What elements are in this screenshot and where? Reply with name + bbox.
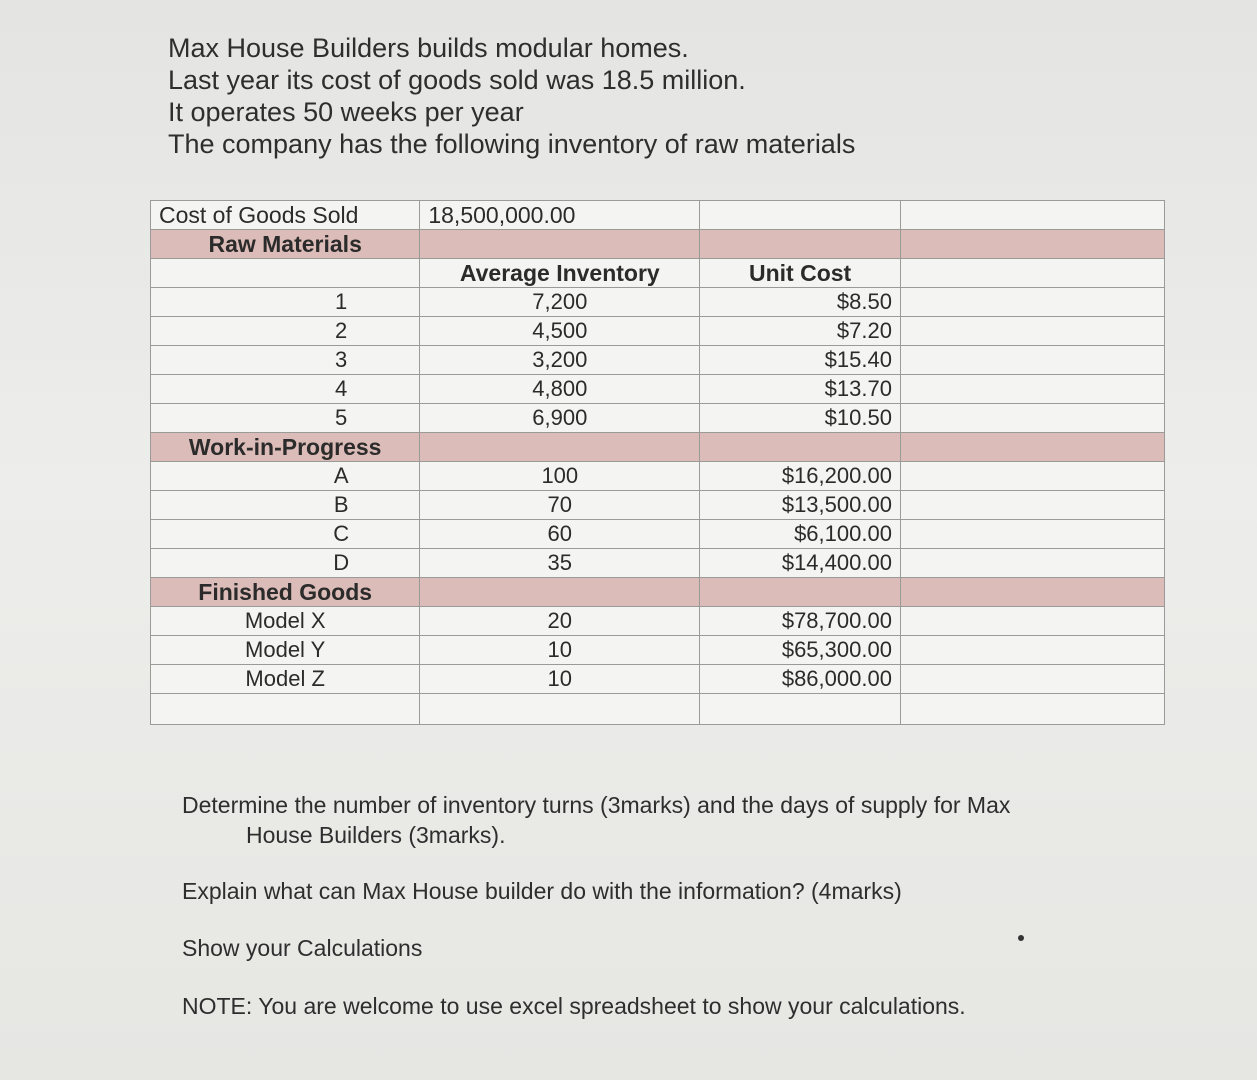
item-id: 5 xyxy=(151,404,420,433)
empty-cell xyxy=(151,694,420,725)
empty-cell xyxy=(420,694,700,725)
average-inventory: 10 xyxy=(420,636,700,665)
empty-cell xyxy=(900,375,1164,404)
item-id: Model X xyxy=(151,607,420,636)
unit-cost: $14,400.00 xyxy=(700,549,901,578)
empty-cell xyxy=(900,520,1164,549)
empty-cell xyxy=(900,288,1164,317)
item-id: Model Z xyxy=(151,665,420,694)
item-id: A xyxy=(151,462,420,491)
empty-cell xyxy=(900,346,1164,375)
bullet-dot xyxy=(1018,935,1024,941)
intro-line-4: The company has the following inventory of raw materials xyxy=(168,129,856,159)
empty-cell xyxy=(700,578,901,607)
empty-cell xyxy=(700,201,901,230)
question-line-1: Determine the number of inventory turns (3marks) and the days of supply for Max xyxy=(182,792,1011,818)
empty-cell xyxy=(900,433,1164,462)
average-inventory: 3,200 xyxy=(420,346,700,375)
item-id: Model Y xyxy=(151,636,420,665)
table-row xyxy=(151,520,1165,549)
table-row xyxy=(151,665,1165,694)
unit-cost: $16,200.00 xyxy=(700,462,901,491)
empty-cell xyxy=(700,230,901,259)
inventory-table xyxy=(150,200,1165,725)
average-inventory: 4,500 xyxy=(420,317,700,346)
average-inventory: 10 xyxy=(420,665,700,694)
empty-cell xyxy=(900,201,1164,230)
intro-text xyxy=(168,32,928,160)
table-row xyxy=(151,462,1165,491)
average-inventory: 60 xyxy=(420,520,700,549)
table-row xyxy=(151,491,1165,520)
average-inventory: 20 xyxy=(420,607,700,636)
average-inventory: 35 xyxy=(420,549,700,578)
unit-cost: $13.70 xyxy=(700,375,901,404)
empty-cell xyxy=(900,549,1164,578)
section-label: Finished Goods xyxy=(151,578,420,607)
empty-cell xyxy=(700,433,901,462)
empty-cell xyxy=(900,462,1164,491)
average-inventory: 100 xyxy=(420,462,700,491)
note-text: NOTE: You are welcome to use excel spreadsheet to show your calculations. xyxy=(182,993,966,1019)
table-row xyxy=(151,375,1165,404)
show-calculations-text: Show your Calculations xyxy=(182,935,423,961)
item-id: 1 xyxy=(151,288,420,317)
table-row xyxy=(151,636,1165,665)
average-inventory: 4,800 xyxy=(420,375,700,404)
item-id: D xyxy=(151,549,420,578)
unit-cost: $15.40 xyxy=(700,346,901,375)
average-inventory: 70 xyxy=(420,491,700,520)
unit-cost: $8.50 xyxy=(700,288,901,317)
table-row xyxy=(151,317,1165,346)
unit-cost: $7.20 xyxy=(700,317,901,346)
table-row xyxy=(151,694,1165,725)
table-row xyxy=(151,346,1165,375)
average-inventory: 6,900 xyxy=(420,404,700,433)
unit-cost: $86,000.00 xyxy=(700,665,901,694)
cogs-value: 18,500,000.00 xyxy=(420,201,700,230)
empty-cell xyxy=(900,694,1164,725)
explain-text: Explain what can Max House builder do with the information? (4marks) xyxy=(182,878,902,904)
section-label: Raw Materials xyxy=(151,230,420,259)
item-id: 3 xyxy=(151,346,420,375)
cogs-label: Cost of Goods Sold xyxy=(151,201,420,230)
intro-line-3: It operates 50 weeks per year xyxy=(168,97,524,127)
section-raw-materials xyxy=(151,230,1165,259)
table-row xyxy=(151,607,1165,636)
item-id: 2 xyxy=(151,317,420,346)
empty-cell xyxy=(420,433,700,462)
section-finished-goods xyxy=(151,578,1165,607)
intro-line-2: Last year its cost of goods sold was 18.5 million. xyxy=(168,65,746,95)
empty-cell xyxy=(900,404,1164,433)
average-inventory: 7,200 xyxy=(420,288,700,317)
section-label: Work-in-Progress xyxy=(151,433,420,462)
unit-cost: $10.50 xyxy=(700,404,901,433)
empty-cell xyxy=(151,259,420,288)
header-row xyxy=(151,259,1165,288)
empty-cell xyxy=(900,317,1164,346)
item-id: B xyxy=(151,491,420,520)
item-id: 4 xyxy=(151,375,420,404)
unit-cost: $65,300.00 xyxy=(700,636,901,665)
empty-cell xyxy=(900,607,1164,636)
cogs-row xyxy=(151,201,1165,230)
empty-cell xyxy=(420,578,700,607)
empty-cell xyxy=(900,491,1164,520)
header-average-inventory: Average Inventory xyxy=(420,259,700,288)
empty-cell xyxy=(900,636,1164,665)
empty-cell xyxy=(900,578,1164,607)
table-row xyxy=(151,404,1165,433)
empty-cell xyxy=(900,259,1164,288)
unit-cost: $78,700.00 xyxy=(700,607,901,636)
intro-line-1: Max House Builders builds modular homes. xyxy=(168,33,689,63)
unit-cost: $13,500.00 xyxy=(700,491,901,520)
empty-cell xyxy=(900,665,1164,694)
section-work-in-progress xyxy=(151,433,1165,462)
table-row xyxy=(151,288,1165,317)
question-text xyxy=(182,790,1162,850)
header-unit-cost: Unit Cost xyxy=(700,259,901,288)
unit-cost: $6,100.00 xyxy=(700,520,901,549)
item-id: C xyxy=(151,520,420,549)
empty-cell xyxy=(700,694,901,725)
empty-cell xyxy=(420,230,700,259)
table-row xyxy=(151,549,1165,578)
question-line-2: House Builders (3marks). xyxy=(246,822,506,848)
empty-cell xyxy=(900,230,1164,259)
